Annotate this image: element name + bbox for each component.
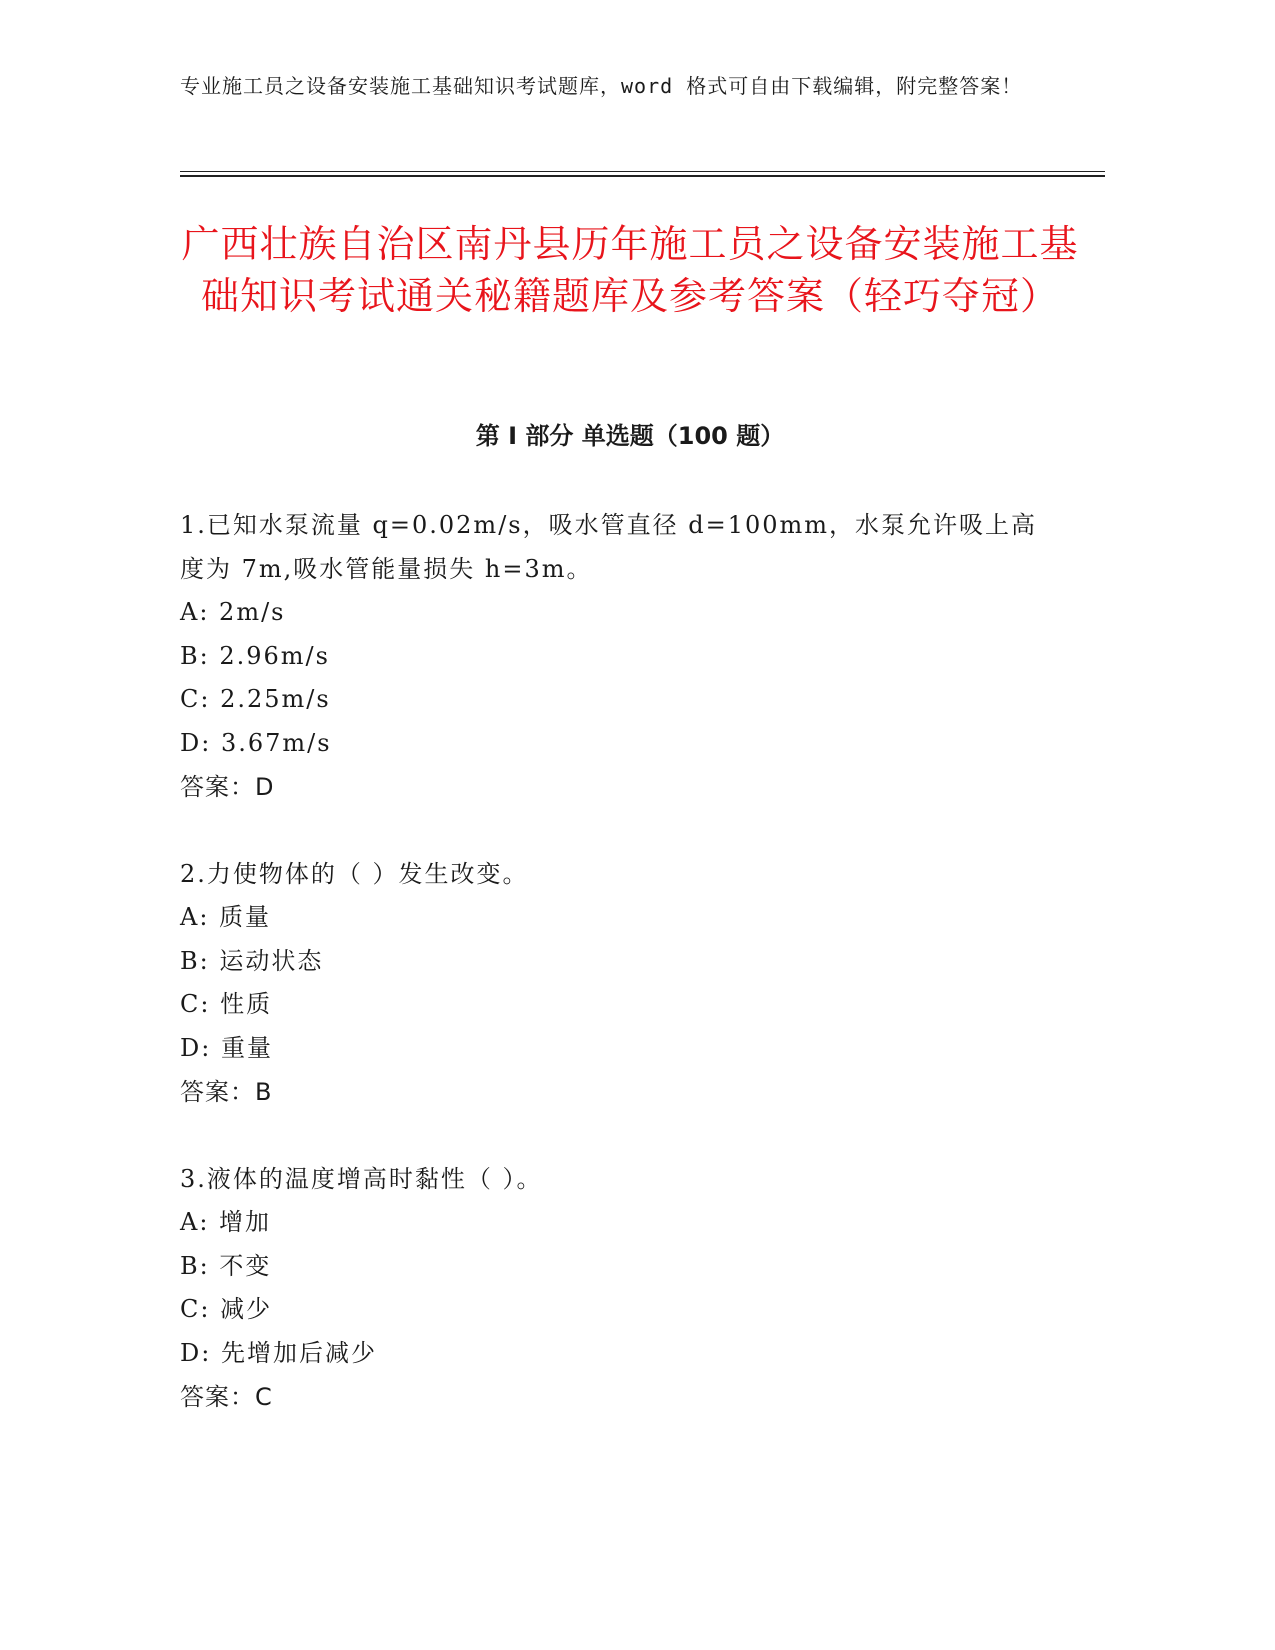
question-stem: 3.液体的温度增高时黏性（ ）。 bbox=[180, 1165, 543, 1193]
answer: 答案：D bbox=[180, 773, 275, 801]
question-3 bbox=[180, 1157, 1040, 1419]
option-b: B: 运动状态 bbox=[180, 946, 324, 975]
answer: 答案：B bbox=[180, 1078, 273, 1106]
option-c: C: 2.25m/s bbox=[180, 685, 331, 713]
section-heading: 第 I 部分 单选题（100 题） bbox=[475, 422, 785, 450]
answer: 答案：C bbox=[180, 1383, 273, 1411]
question-2 bbox=[180, 852, 1040, 1114]
option-b: B: 2.96m/s bbox=[180, 641, 330, 670]
option-c: C: 性质 bbox=[180, 990, 273, 1018]
option-c: C: 减少 bbox=[180, 1295, 273, 1323]
option-a: A: 增加 bbox=[180, 1208, 272, 1236]
question-stem: 1.已知水泵流量 q=0.02m/s，吸水管直径 d=100mm，水泵允许吸上高度为 7m,吸水管能量损失 h=3m。 bbox=[180, 511, 1038, 583]
option-d: D: 3.67m/s bbox=[180, 728, 332, 757]
question-stem: 2.力使物体的（ ）发生改变。 bbox=[180, 860, 529, 888]
option-d: D: 先增加后减少 bbox=[180, 1338, 377, 1367]
option-b: B: 不变 bbox=[180, 1251, 272, 1280]
header-divider-thin bbox=[180, 171, 1105, 172]
document-title: 广西壮族自治区南丹县历年施工员之设备安装施工基础知识考试通关秘籍题库及参考答案（轻巧夺冠） bbox=[181, 222, 1079, 318]
option-d: D: 重量 bbox=[180, 1033, 273, 1062]
option-a: A: 质量 bbox=[180, 903, 272, 931]
header-note: 专业施工员之设备安装施工基础知识考试题库，word 格式可自由下载编辑，附完整答案！ bbox=[180, 74, 1023, 98]
option-a: A: 2m/s bbox=[180, 598, 286, 626]
question-1 bbox=[180, 503, 1040, 809]
header-divider-thick bbox=[180, 175, 1105, 177]
